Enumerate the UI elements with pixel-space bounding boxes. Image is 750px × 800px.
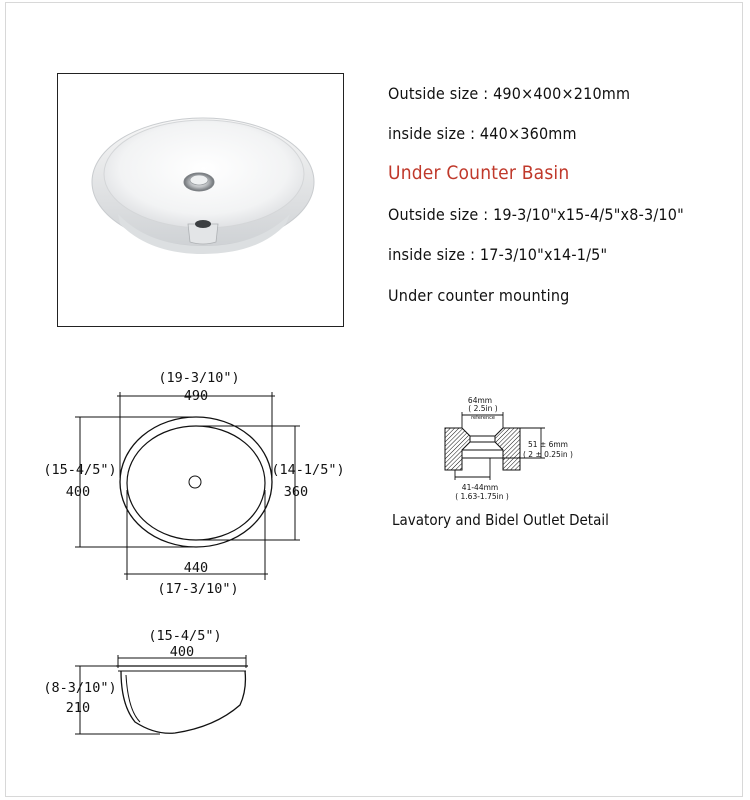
side-height-in-label: (8-3/10") — [43, 680, 117, 696]
outlet-side-mm-label: 51 ± 6mm — [528, 440, 568, 449]
product-photo — [57, 73, 344, 327]
spec-mounting: Under counter mounting — [388, 286, 570, 305]
basin-illustration — [58, 74, 345, 328]
outlet-detail-caption: Lavatory and Bidel Outlet Detail — [392, 511, 609, 529]
outlet-bottom-in-label: ( 1.63-1.75in ) — [455, 492, 509, 501]
side-width-mm-label: 400 — [169, 644, 195, 660]
outlet-top-mm-label: 64mm — [467, 396, 493, 405]
right-depth-in-label: (14-1/5") — [271, 462, 345, 478]
spec-outside-size-in: Outside size : 19-3/10"x15-4/5"x8-3/10" — [388, 205, 684, 224]
outlet-side-in-label: ( 2 ± 0.25in ) — [523, 450, 573, 459]
top-width-in-label: (19-3/10") — [158, 370, 240, 386]
outlet-bottom-mm-label: 41-44mm — [461, 483, 499, 492]
side-height-mm-label: 210 — [65, 700, 91, 716]
bottom-width-mm-label: 440 — [183, 560, 209, 576]
bottom-width-in-label: (17-3/10") — [157, 581, 239, 597]
spec-outside-size-mm: Outside size : 490×400×210mm — [388, 84, 631, 103]
outlet-top-in-label: ( 2.5in ) — [468, 404, 498, 413]
top-width-mm-label: 490 — [183, 388, 209, 404]
side-width-in-label: (15-4/5") — [148, 628, 222, 644]
spec-inside-size-in: inside size : 17-3/10"x14-1/5" — [388, 245, 608, 264]
left-depth-in-label: (15-4/5") — [43, 462, 117, 478]
spec-inside-size-mm: inside size : 440×360mm — [388, 124, 577, 143]
right-depth-mm-label: 360 — [283, 484, 309, 500]
product-title: Under Counter Basin — [388, 162, 570, 184]
left-depth-mm-label: 400 — [65, 484, 91, 500]
outlet-reference-label: reference — [471, 415, 495, 421]
